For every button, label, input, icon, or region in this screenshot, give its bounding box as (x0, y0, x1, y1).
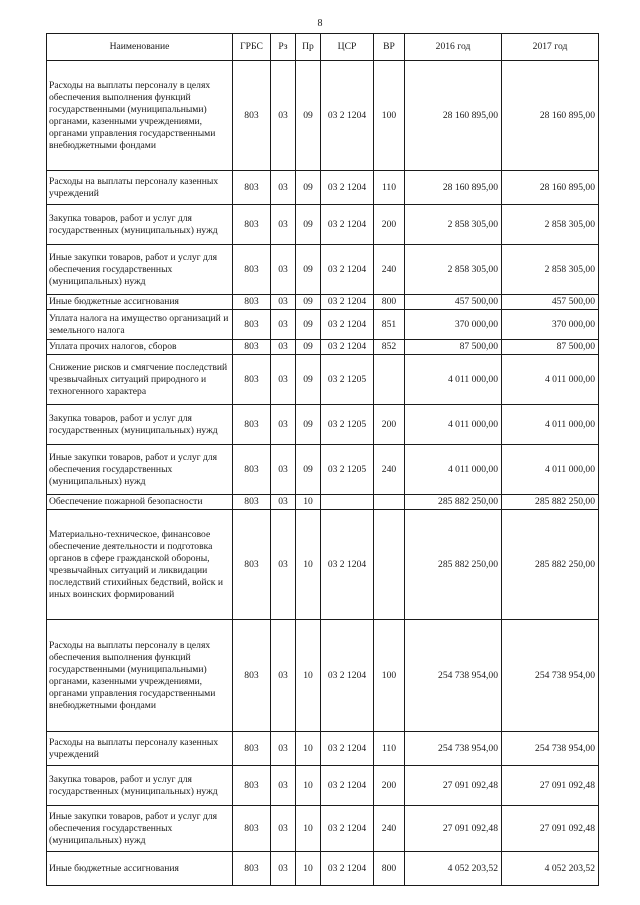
cell-grbs: 803 (233, 806, 271, 852)
cell-2016: 370 000,00 (405, 310, 502, 340)
cell-rz: 03 (271, 732, 296, 766)
cell-2016: 285 882 250,00 (405, 510, 502, 620)
cell-pr: 10 (296, 852, 321, 886)
cell-grbs: 803 (233, 852, 271, 886)
cell-name: Закупка товаров, работ и услуг для государственных (муниципальных) нужд (47, 205, 233, 245)
cell-2017: 457 500,00 (502, 295, 599, 310)
cell-pr: 09 (296, 171, 321, 205)
cell-2017: 2 858 305,00 (502, 245, 599, 295)
cell-2016: 4 011 000,00 (405, 445, 502, 495)
cell-csr: 03 2 1204 (321, 852, 374, 886)
cell-2016: 27 091 092,48 (405, 766, 502, 806)
cell-csr: 03 2 1204 (321, 340, 374, 355)
cell-2017: 4 052 203,52 (502, 852, 599, 886)
cell-pr: 10 (296, 766, 321, 806)
cell-csr: 03 2 1204 (321, 310, 374, 340)
cell-csr: 03 2 1204 (321, 620, 374, 732)
cell-2017: 27 091 092,48 (502, 766, 599, 806)
cell-grbs: 803 (233, 495, 271, 510)
header-vr: ВР (374, 34, 405, 61)
cell-grbs: 803 (233, 732, 271, 766)
cell-rz: 03 (271, 495, 296, 510)
table-row (47, 340, 599, 355)
cell-2017: 254 738 954,00 (502, 620, 599, 732)
table-row (47, 445, 599, 495)
cell-grbs: 803 (233, 171, 271, 205)
page-number: 8 (317, 18, 323, 29)
cell-csr: 03 2 1205 (321, 355, 374, 405)
cell-2016: 4 011 000,00 (405, 355, 502, 405)
table-row (47, 766, 599, 806)
table-row (47, 852, 599, 886)
cell-2016: 2 858 305,00 (405, 245, 502, 295)
cell-vr: 200 (374, 405, 405, 445)
cell-vr (374, 495, 405, 510)
header-2016: 2016 год (405, 34, 502, 61)
cell-name: Иные закупки товаров, работ и услуг для обеспечения государственных (муниципальных) нужд (47, 445, 233, 495)
cell-csr: 03 2 1204 (321, 205, 374, 245)
cell-vr: 800 (374, 852, 405, 886)
cell-name: Расходы на выплаты персоналу казенных учреждений (47, 732, 233, 766)
cell-2016: 457 500,00 (405, 295, 502, 310)
cell-vr: 110 (374, 171, 405, 205)
cell-vr (374, 355, 405, 405)
cell-name: Уплата прочих налогов, сборов (47, 340, 233, 355)
cell-name: Закупка товаров, работ и услуг для государственных (муниципальных) нужд (47, 766, 233, 806)
cell-name: Уплата налога на имущество организаций и земельного налога (47, 310, 233, 340)
table-row (47, 61, 599, 171)
table-row (47, 205, 599, 245)
cell-2016: 2 858 305,00 (405, 205, 502, 245)
cell-grbs: 803 (233, 510, 271, 620)
cell-csr: 03 2 1204 (321, 171, 374, 205)
cell-csr: 03 2 1204 (321, 510, 374, 620)
header-pr: Пр (296, 34, 321, 61)
cell-grbs: 803 (233, 295, 271, 310)
cell-2016: 4 011 000,00 (405, 405, 502, 445)
header-2017: 2017 год (502, 34, 599, 61)
cell-2017: 4 011 000,00 (502, 405, 599, 445)
cell-2016: 27 091 092,48 (405, 806, 502, 852)
cell-rz: 03 (271, 61, 296, 171)
table-row (47, 806, 599, 852)
cell-grbs: 803 (233, 445, 271, 495)
cell-vr: 110 (374, 732, 405, 766)
header-name: Наименование (47, 34, 233, 61)
table-row (47, 245, 599, 295)
cell-csr: 03 2 1204 (321, 766, 374, 806)
cell-2017: 4 011 000,00 (502, 355, 599, 405)
cell-vr: 851 (374, 310, 405, 340)
table-row (47, 405, 599, 445)
budget-table (46, 33, 599, 886)
cell-pr: 10 (296, 495, 321, 510)
cell-rz: 03 (271, 510, 296, 620)
table-header-row (47, 34, 599, 61)
cell-pr: 09 (296, 310, 321, 340)
cell-vr: 240 (374, 806, 405, 852)
cell-rz: 03 (271, 620, 296, 732)
cell-vr: 200 (374, 766, 405, 806)
cell-rz: 03 (271, 295, 296, 310)
cell-2017: 87 500,00 (502, 340, 599, 355)
cell-pr: 09 (296, 445, 321, 495)
cell-grbs: 803 (233, 355, 271, 405)
cell-pr: 09 (296, 340, 321, 355)
cell-name: Расходы на выплаты персоналу в целях обеспечения выполнения функций государственными (муниципальными) органами, казенными учреждениями, органами управления государственными внебюджетными фондами (47, 61, 233, 171)
cell-rz: 03 (271, 205, 296, 245)
cell-pr: 10 (296, 732, 321, 766)
cell-name: Расходы на выплаты персоналу казенных учреждений (47, 171, 233, 205)
header-rz: Рз (271, 34, 296, 61)
cell-grbs: 803 (233, 340, 271, 355)
header-grbs: ГРБС (233, 34, 271, 61)
cell-rz: 03 (271, 405, 296, 445)
cell-vr: 852 (374, 340, 405, 355)
cell-rz: 03 (271, 355, 296, 405)
cell-csr: 03 2 1204 (321, 295, 374, 310)
table-row (47, 171, 599, 205)
header-csr: ЦСР (321, 34, 374, 61)
table-row (47, 295, 599, 310)
cell-csr: 03 2 1204 (321, 806, 374, 852)
table-row (47, 620, 599, 732)
cell-csr (321, 495, 374, 510)
cell-2017: 4 011 000,00 (502, 445, 599, 495)
cell-grbs: 803 (233, 766, 271, 806)
cell-csr: 03 2 1205 (321, 445, 374, 495)
cell-pr: 10 (296, 620, 321, 732)
cell-csr: 03 2 1205 (321, 405, 374, 445)
cell-name: Расходы на выплаты персоналу в целях обеспечения выполнения функций государственными (муниципальными) органами, казенными учреждениями, органами управления государственными внебюджетными фондами (47, 620, 233, 732)
cell-pr: 09 (296, 355, 321, 405)
cell-rz: 03 (271, 340, 296, 355)
cell-grbs: 803 (233, 405, 271, 445)
cell-rz: 03 (271, 171, 296, 205)
cell-vr: 100 (374, 61, 405, 171)
cell-vr: 240 (374, 245, 405, 295)
cell-2016: 254 738 954,00 (405, 620, 502, 732)
cell-vr: 240 (374, 445, 405, 495)
cell-name: Закупка товаров, работ и услуг для государственных (муниципальных) нужд (47, 405, 233, 445)
cell-vr: 200 (374, 205, 405, 245)
cell-vr: 100 (374, 620, 405, 732)
cell-2017: 28 160 895,00 (502, 171, 599, 205)
cell-name: Обеспечение пожарной безопасности (47, 495, 233, 510)
cell-2017: 285 882 250,00 (502, 495, 599, 510)
cell-rz: 03 (271, 445, 296, 495)
cell-pr: 09 (296, 245, 321, 295)
cell-pr: 09 (296, 405, 321, 445)
table-row (47, 355, 599, 405)
cell-name: Иные закупки товаров, работ и услуг для обеспечения государственных (муниципальных) нужд (47, 806, 233, 852)
cell-pr: 10 (296, 806, 321, 852)
cell-2016: 87 500,00 (405, 340, 502, 355)
cell-pr: 09 (296, 205, 321, 245)
cell-name: Материально-техническое, финансовое обеспечение деятельности и подготовка органов в сфере гражданской обороны, чрезвычайных ситуаций и ликвидации последствий стихийных бедствий, войск и иных воинских формирований (47, 510, 233, 620)
cell-2017: 27 091 092,48 (502, 806, 599, 852)
cell-pr: 10 (296, 510, 321, 620)
cell-grbs: 803 (233, 245, 271, 295)
cell-2016: 28 160 895,00 (405, 171, 502, 205)
cell-grbs: 803 (233, 205, 271, 245)
cell-name: Снижение рисков и смягчение последствий чрезвычайных ситуаций природного и техногенного характера (47, 355, 233, 405)
cell-rz: 03 (271, 245, 296, 295)
cell-vr: 800 (374, 295, 405, 310)
cell-grbs: 803 (233, 620, 271, 732)
table-row (47, 510, 599, 620)
cell-pr: 09 (296, 295, 321, 310)
cell-name: Иные закупки товаров, работ и услуг для обеспечения государственных (муниципальных) нужд (47, 245, 233, 295)
cell-2017: 28 160 895,00 (502, 61, 599, 171)
cell-2016: 254 738 954,00 (405, 732, 502, 766)
cell-2017: 285 882 250,00 (502, 510, 599, 620)
cell-2017: 370 000,00 (502, 310, 599, 340)
table-row (47, 310, 599, 340)
cell-rz: 03 (271, 852, 296, 886)
cell-rz: 03 (271, 766, 296, 806)
cell-name: Иные бюджетные ассигнования (47, 852, 233, 886)
cell-grbs: 803 (233, 310, 271, 340)
cell-2016: 285 882 250,00 (405, 495, 502, 510)
cell-csr: 03 2 1204 (321, 732, 374, 766)
cell-pr: 09 (296, 61, 321, 171)
cell-2017: 2 858 305,00 (502, 205, 599, 245)
cell-grbs: 803 (233, 61, 271, 171)
cell-2017: 254 738 954,00 (502, 732, 599, 766)
cell-name: Иные бюджетные ассигнования (47, 295, 233, 310)
cell-2016: 28 160 895,00 (405, 61, 502, 171)
table-row (47, 495, 599, 510)
cell-rz: 03 (271, 310, 296, 340)
cell-vr (374, 510, 405, 620)
table-row (47, 732, 599, 766)
cell-csr: 03 2 1204 (321, 61, 374, 171)
cell-2016: 4 052 203,52 (405, 852, 502, 886)
cell-rz: 03 (271, 806, 296, 852)
cell-csr: 03 2 1204 (321, 245, 374, 295)
